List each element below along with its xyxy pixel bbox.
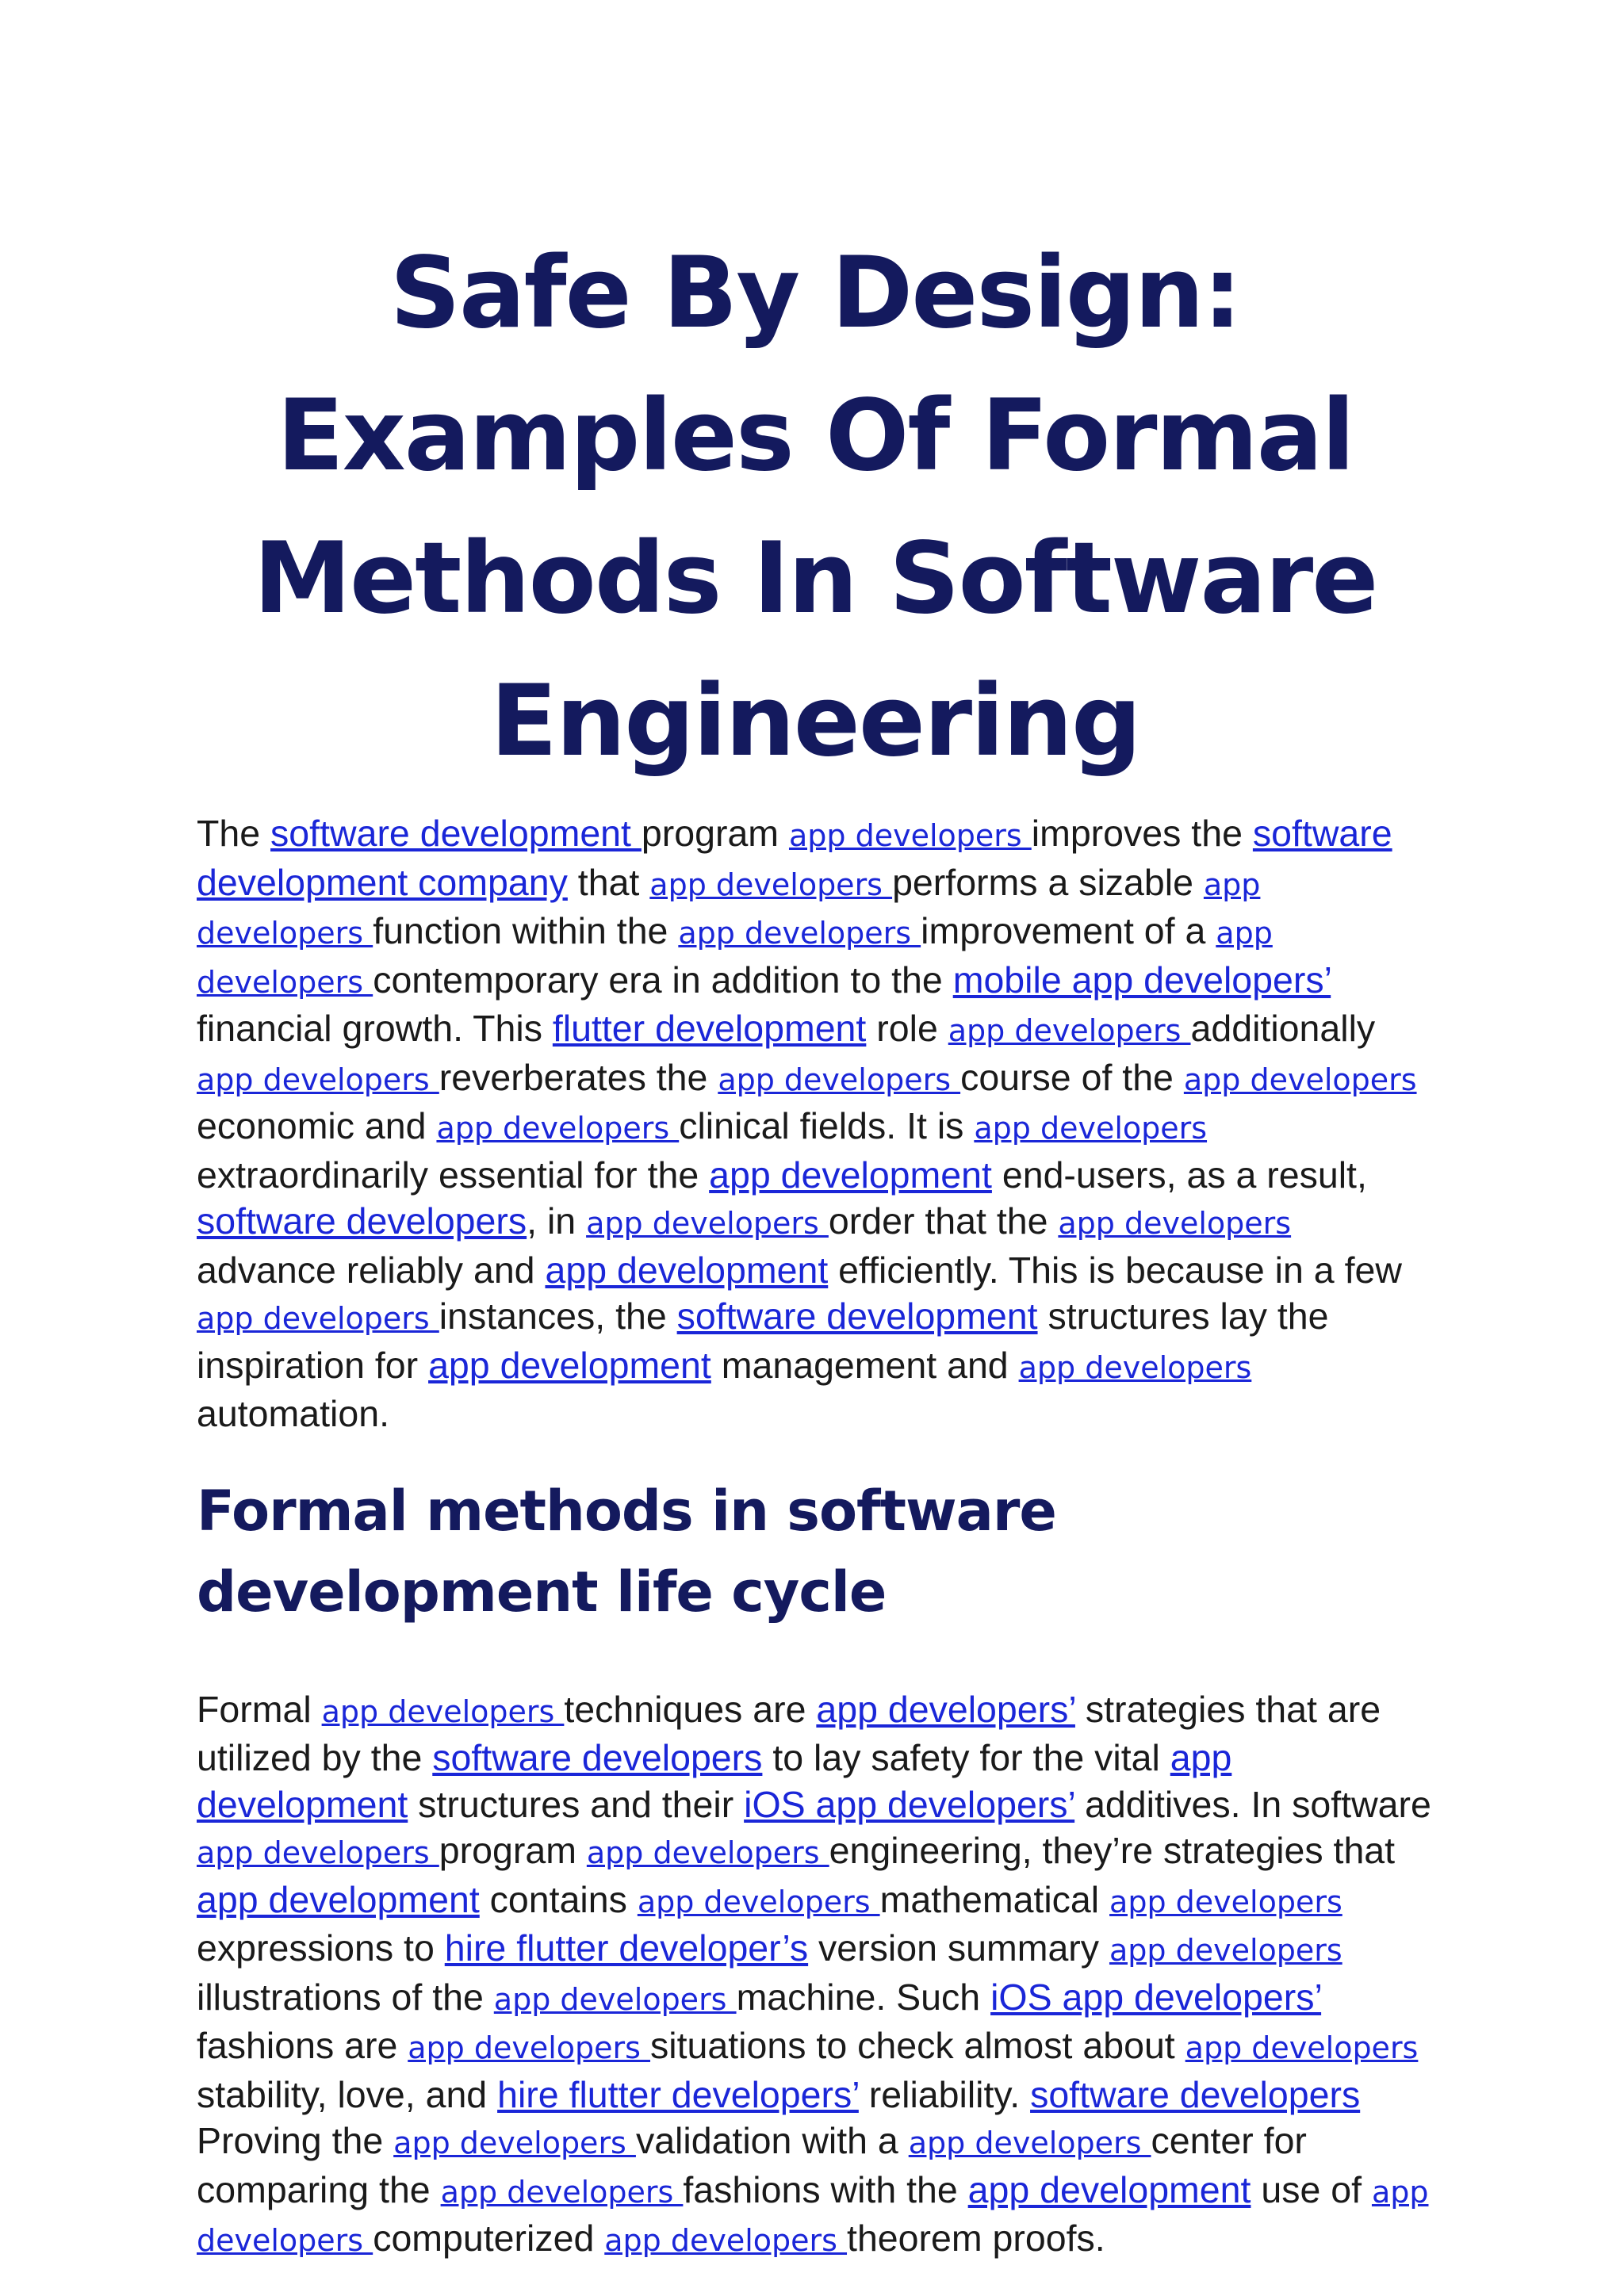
paragraph-text: advance reliably and <box>197 1249 546 1291</box>
paragraph-text: that <box>567 861 650 903</box>
inline-link[interactable]: app developers <box>649 867 893 902</box>
paragraph-text: order that the <box>828 1200 1059 1242</box>
paragraph-text: improves the <box>1031 813 1253 854</box>
paragraph-text: course of the <box>960 1056 1184 1098</box>
paragraph-text: to lay safety for the vital <box>762 1737 1170 1778</box>
paragraph-text: efficiently. This is because in a few <box>828 1249 1402 1291</box>
inline-link[interactable]: app developers <box>197 2174 1429 2258</box>
paragraph-text: improvement of a <box>921 910 1216 951</box>
inline-link[interactable]: app developers <box>948 1013 1191 1048</box>
inline-link[interactable]: app developers <box>197 867 1261 951</box>
paragraph-text: reverberates the <box>439 1056 718 1098</box>
paragraph-text: additives. In software <box>1074 1783 1431 1825</box>
paragraph-text: stability, love, and <box>197 2073 498 2115</box>
inline-link[interactable]: app developers <box>637 1884 880 1919</box>
paragraph-text: , in <box>527 1200 587 1242</box>
section-paragraph <box>197 1686 1434 2264</box>
inline-link[interactable]: app developers <box>436 1111 680 1146</box>
inline-link[interactable]: app developers <box>718 1062 961 1097</box>
paragraph-text: Proving the <box>197 2120 394 2161</box>
inline-link[interactable]: app developers <box>408 2030 651 2065</box>
inline-link[interactable]: app developers <box>908 2126 1151 2160</box>
paragraph-text: mathematical <box>879 1878 1110 1920</box>
paragraph-text: fashions are <box>197 2025 408 2066</box>
inline-link[interactable]: app development <box>545 1249 829 1291</box>
paragraph-text: center for comparing the <box>197 2120 1307 2210</box>
section-heading: Formal methods in software development life cycle <box>197 1478 1056 1624</box>
inline-link[interactable]: app developers <box>321 1693 565 1729</box>
inline-link[interactable]: software developers <box>1030 2073 1361 2115</box>
paragraph-text: clinical fields. It is <box>679 1105 975 1146</box>
inline-link[interactable]: app developers <box>197 916 1273 1000</box>
paragraph-text: role <box>866 1008 948 1049</box>
inline-link[interactable]: app developers <box>586 1206 829 1241</box>
paragraph-text: fashions with the <box>683 2168 968 2210</box>
inline-link[interactable]: app developers <box>586 1835 829 1870</box>
inline-link[interactable]: app developers <box>197 1062 439 1097</box>
inline-link[interactable]: mobile app developers’ <box>952 959 1331 1001</box>
inline-link[interactable]: app development <box>709 1154 992 1196</box>
inline-link[interactable]: app developers <box>440 2174 684 2210</box>
paragraph-text: computerized <box>373 2218 605 2259</box>
inline-link[interactable]: app developers <box>197 1301 439 1336</box>
inline-link[interactable]: app developers <box>678 916 921 951</box>
inline-link[interactable]: app developers <box>974 1111 1208 1146</box>
inline-link[interactable]: iOS app developers’ <box>744 1783 1075 1825</box>
inline-link[interactable]: app developers <box>1058 1206 1292 1241</box>
paragraph-text: machine. Such <box>736 1976 991 2018</box>
inline-link[interactable]: iOS app developers’ <box>990 1976 1322 2018</box>
inline-link[interactable]: app development <box>197 1737 1232 1825</box>
inline-link[interactable]: app development <box>197 1878 480 1920</box>
paragraph-text: program <box>439 1830 587 1871</box>
paragraph-text: contemporary era in addition to the <box>373 959 953 1001</box>
paragraph-text: economic and <box>197 1105 437 1146</box>
inline-link[interactable]: software developers <box>432 1737 763 1778</box>
inline-link[interactable]: app developers <box>493 1981 737 2017</box>
paragraph-text: structures and their <box>408 1783 745 1825</box>
paragraph-text: theorem proofs. <box>847 2218 1105 2259</box>
paragraph-text: function within the <box>373 910 679 951</box>
inline-link[interactable]: app developers <box>788 818 1032 853</box>
inline-link[interactable]: hire flutter developer’s <box>444 1927 809 1969</box>
paragraph-text: additionally <box>1190 1008 1376 1049</box>
inline-link[interactable]: app developers’ <box>816 1688 1075 1730</box>
inline-link[interactable]: app developers <box>1185 2030 1419 2065</box>
inline-link[interactable]: app development <box>428 1344 711 1386</box>
paragraph-text: program <box>641 813 789 854</box>
inline-link[interactable]: software development <box>676 1295 1038 1337</box>
paragraph-text: automation. <box>197 1393 389 1434</box>
paragraph-text: reliability. <box>858 2073 1031 2115</box>
paragraph-text: validation with a <box>635 2120 909 2161</box>
paragraph-text: Formal <box>197 1688 322 1730</box>
paragraph-text: contains <box>479 1878 638 1920</box>
paragraph-text: use of <box>1251 2168 1372 2210</box>
inline-link[interactable]: app developers <box>393 2126 636 2160</box>
inline-link[interactable]: software development <box>270 813 642 854</box>
inline-link[interactable]: app developers <box>1183 1062 1417 1097</box>
intro-paragraph <box>197 810 1434 1437</box>
document-page <box>197 222 1434 2264</box>
inline-link[interactable]: hire flutter developers’ <box>497 2073 859 2115</box>
paragraph-text: illustrations of the <box>197 1976 494 2018</box>
inline-link[interactable]: app developers <box>1109 1884 1342 1919</box>
inline-link[interactable]: software developers <box>197 1200 527 1242</box>
paragraph-text: extraordinarily essential for the <box>197 1154 710 1196</box>
paragraph-text: techniques are <box>564 1688 817 1730</box>
inline-link[interactable]: app developers <box>604 2223 848 2258</box>
inline-link[interactable]: app developers <box>197 1835 439 1870</box>
paragraph-text: version summary <box>808 1927 1109 1969</box>
paragraph-text: end-users, as a result, <box>991 1154 1367 1196</box>
inline-link[interactable]: app developers <box>1109 1933 1342 1968</box>
paragraph-text: management and <box>710 1344 1019 1386</box>
paragraph-text: strategies that are utilized by the <box>197 1688 1381 1778</box>
inline-link[interactable]: app development <box>967 2168 1251 2210</box>
paragraph-text: The <box>197 813 271 854</box>
inline-link[interactable]: flutter development <box>552 1008 867 1049</box>
paragraph-text: situations to check almost about <box>650 2025 1185 2066</box>
paragraph-text: expressions to <box>197 1927 445 1969</box>
paragraph-text: financial growth. This <box>197 1008 553 1049</box>
paragraph-text: instances, the <box>439 1295 677 1337</box>
inline-link[interactable]: software development company <box>197 813 1392 903</box>
page-title: Safe By Design: Examples Of Formal Methods In Software Engineering <box>253 236 1377 779</box>
paragraph-text: structures lay the inspiration for <box>197 1295 1329 1386</box>
inline-link[interactable]: app developers <box>1018 1349 1252 1385</box>
paragraph-text: engineering, they’re strategies that <box>829 1830 1396 1871</box>
paragraph-text: performs a sizable <box>892 861 1204 903</box>
